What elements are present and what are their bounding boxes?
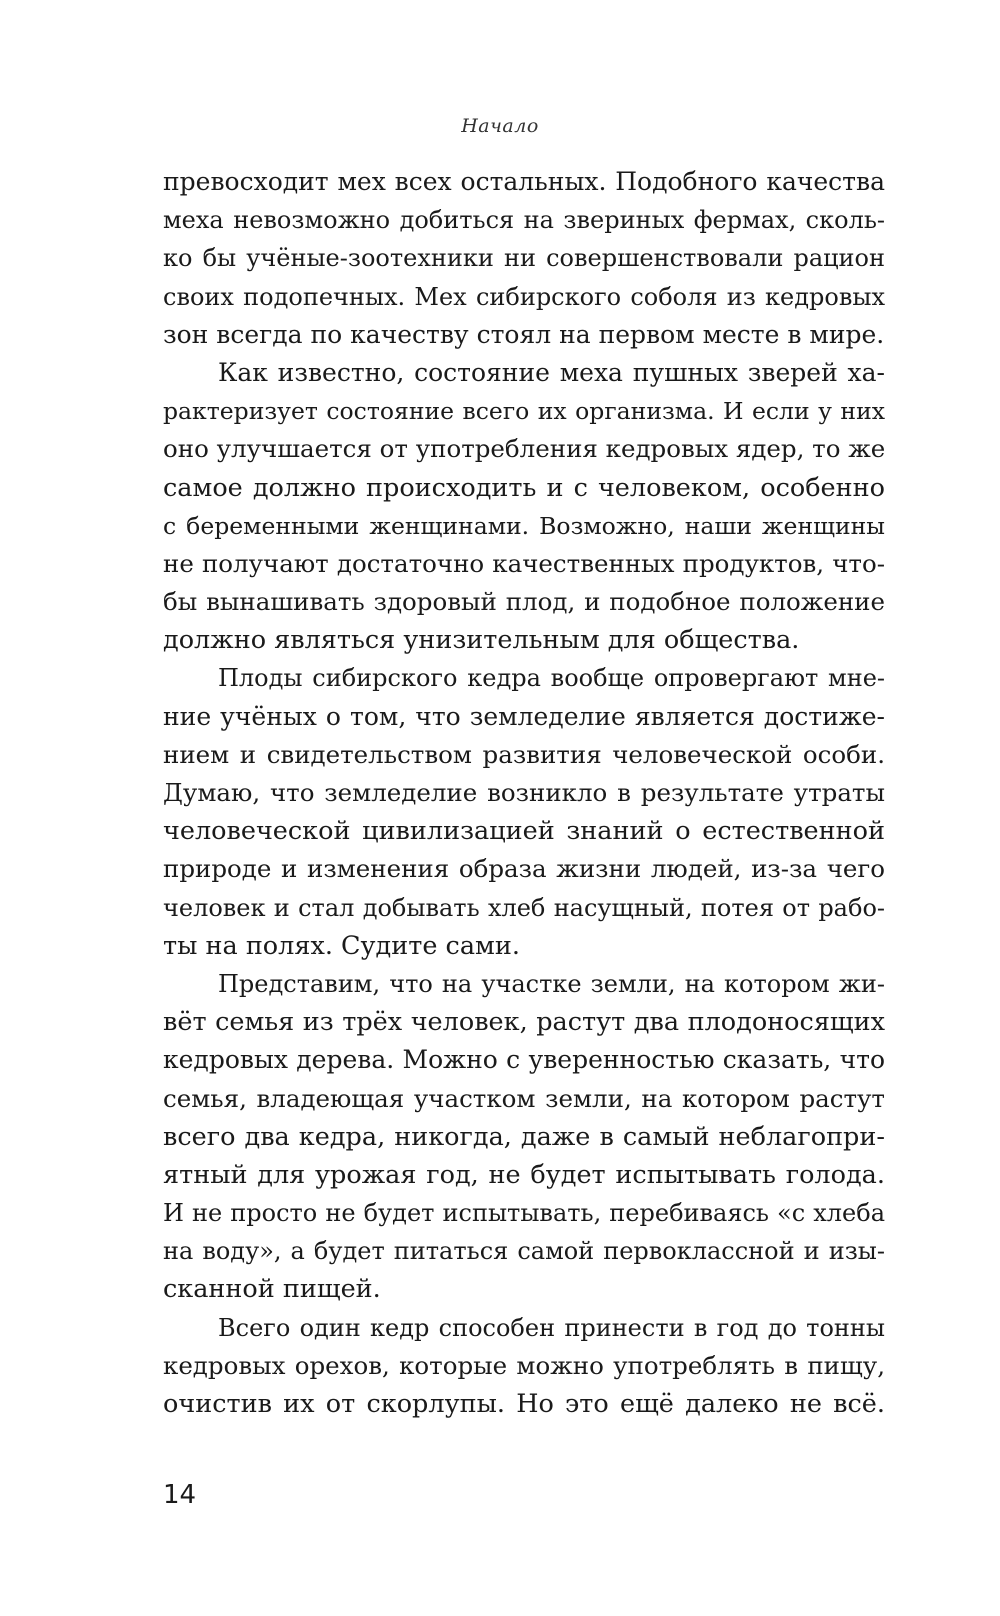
running-head: Начало — [461, 115, 539, 137]
text-line: Плоды сибирского кедра вообще опровергают мне- — [218, 664, 885, 693]
text-line: человеческой цивилизацией знаний о естественной — [163, 816, 885, 847]
text-line: ко бы учёные-зоотехники ни совершенствовали рацион — [163, 244, 885, 273]
text-line: самое должно происходить и с человеком, особенно — [163, 472, 885, 503]
text-line: Как известно, состояние меха пушных зверей ха- — [218, 357, 885, 387]
text-line: зон всегда по качеству стоял на первом месте в мире. — [163, 319, 885, 349]
text-line: нием и свидетельством развития человеческой особи. — [163, 739, 885, 769]
text-line: меха невозможно добиться на звериных фермах, сколь- — [163, 206, 885, 235]
text-line: ние учёных о том, что земледелие является достиже- — [163, 701, 885, 731]
text-line: природе и изменения образа жизни людей, из-за чего — [163, 854, 885, 884]
text-line: кедровых орехов, которые можно употреблять в пищу, — [163, 1350, 885, 1380]
text-line: должно являться унизительным для общества. — [163, 625, 800, 656]
text-line: на воду», а будет питаться самой первоклассной и изы- — [163, 1237, 885, 1266]
text-line: оно улучшается от употребления кедровых ядер, то же — [163, 434, 885, 464]
text-line: Всего один кедр способен принести в год до тонны — [218, 1313, 885, 1342]
text-line: бы вынашивать здоровый плод, и подобное положение — [163, 587, 885, 617]
text-line: семья, владеющая участком земли, на котором растут — [163, 1083, 885, 1113]
text-line: сканной пищей. — [163, 1274, 381, 1305]
text-line: не получают достаточно качественных продуктов, что- — [163, 548, 885, 578]
text-line: Думаю, что земледелие возникло в результате утраты — [163, 778, 885, 807]
body-text — [163, 163, 885, 1423]
text-line: человек и стал добывать хлеб насущный, потея от рабо- — [163, 893, 885, 922]
page-number: 14 — [163, 1480, 197, 1510]
text-line: Представим, что на участке земли, на котором жи- — [218, 969, 885, 998]
text-line: всего два кедра, никогда, даже в самый неблагопри- — [163, 1121, 885, 1152]
text-line: превосходит мех всех остальных. Подобного качества — [163, 167, 885, 196]
text-line: вёт семья из трёх человек, растут два плодоносящих — [163, 1007, 885, 1038]
text-line: с беременными женщинами. Возможно, наши женщины — [163, 511, 885, 540]
text-line: рактеризует состояние всего их организма. И если у них — [163, 397, 885, 426]
text-line: И не просто не будет испытывать, перебиваясь «с хлеба — [163, 1199, 885, 1228]
text-line: кедровых дерева. Можно с уверенностью сказать, что — [163, 1045, 885, 1075]
text-line: очистив их от скорлупы. Но это ещё далеко не всё. — [163, 1389, 885, 1419]
text-line: ятный для урожая год, не будет испытывать голода. — [163, 1159, 885, 1190]
text-line: ты на полях. Судите сами. — [163, 930, 520, 961]
text-line: своих подопечных. Мех сибирского соболя из кедровых — [163, 282, 885, 311]
